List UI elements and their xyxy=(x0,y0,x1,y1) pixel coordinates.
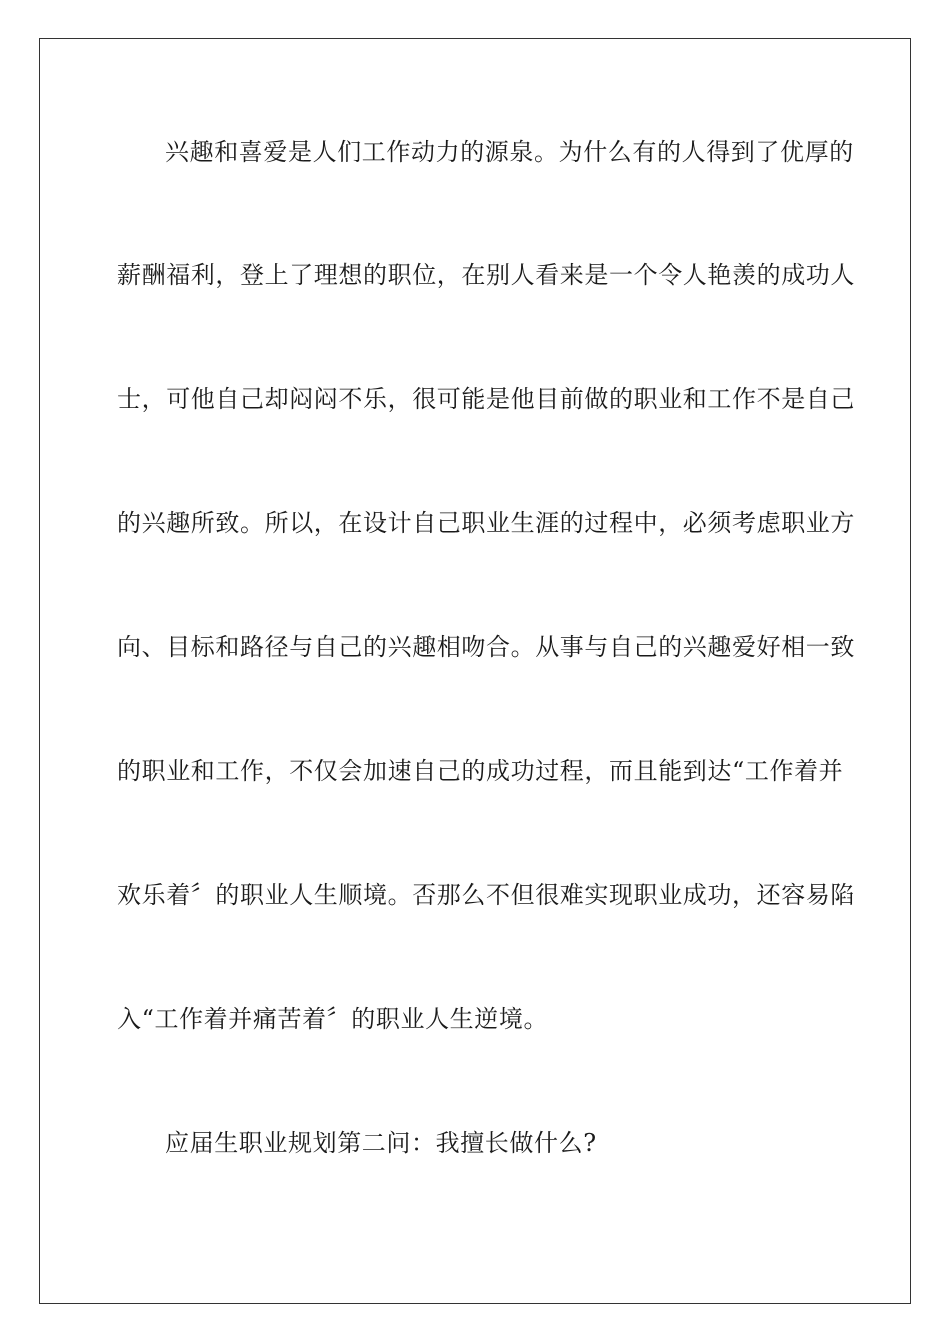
paragraph-1-line-6: 的职业和工作，不仅会加速自己的成功过程，而且能到达“工作着并 xyxy=(117,757,844,785)
paragraph-1-line-2: 薪酬福利，登上了理想的职位，在别人看来是一个令人艳羡的成功人 xyxy=(117,261,855,289)
paragraph-1-line-4: 的兴趣所致。所以，在设计自己职业生涯的过程中，必须考虑职业方 xyxy=(117,509,855,537)
paragraph-1-line-3: 士，可他自己却闷闷不乐，很可能是他目前做的职业和工作不是自己 xyxy=(117,385,855,413)
paragraph-1-line-7: 欢乐着〞的职业人生顺境。否那么不但很难实现职业成功，还容易陷 xyxy=(117,881,855,909)
section-heading: 应届生职业规划第二问：我擅长做什么? xyxy=(165,1129,597,1157)
paragraph-1-line-5: 向、目标和路径与自己的兴趣相吻合。从事与自己的兴趣爱好相一致 xyxy=(117,633,855,661)
paragraph-1-line-8: 入“工作着并痛苦着〞的职业人生逆境。 xyxy=(117,1005,549,1033)
page-border xyxy=(39,38,911,1304)
paragraph-1-line-1: 兴趣和喜爱是人们工作动力的源泉。为什么有的人得到了优厚的 xyxy=(165,138,854,166)
